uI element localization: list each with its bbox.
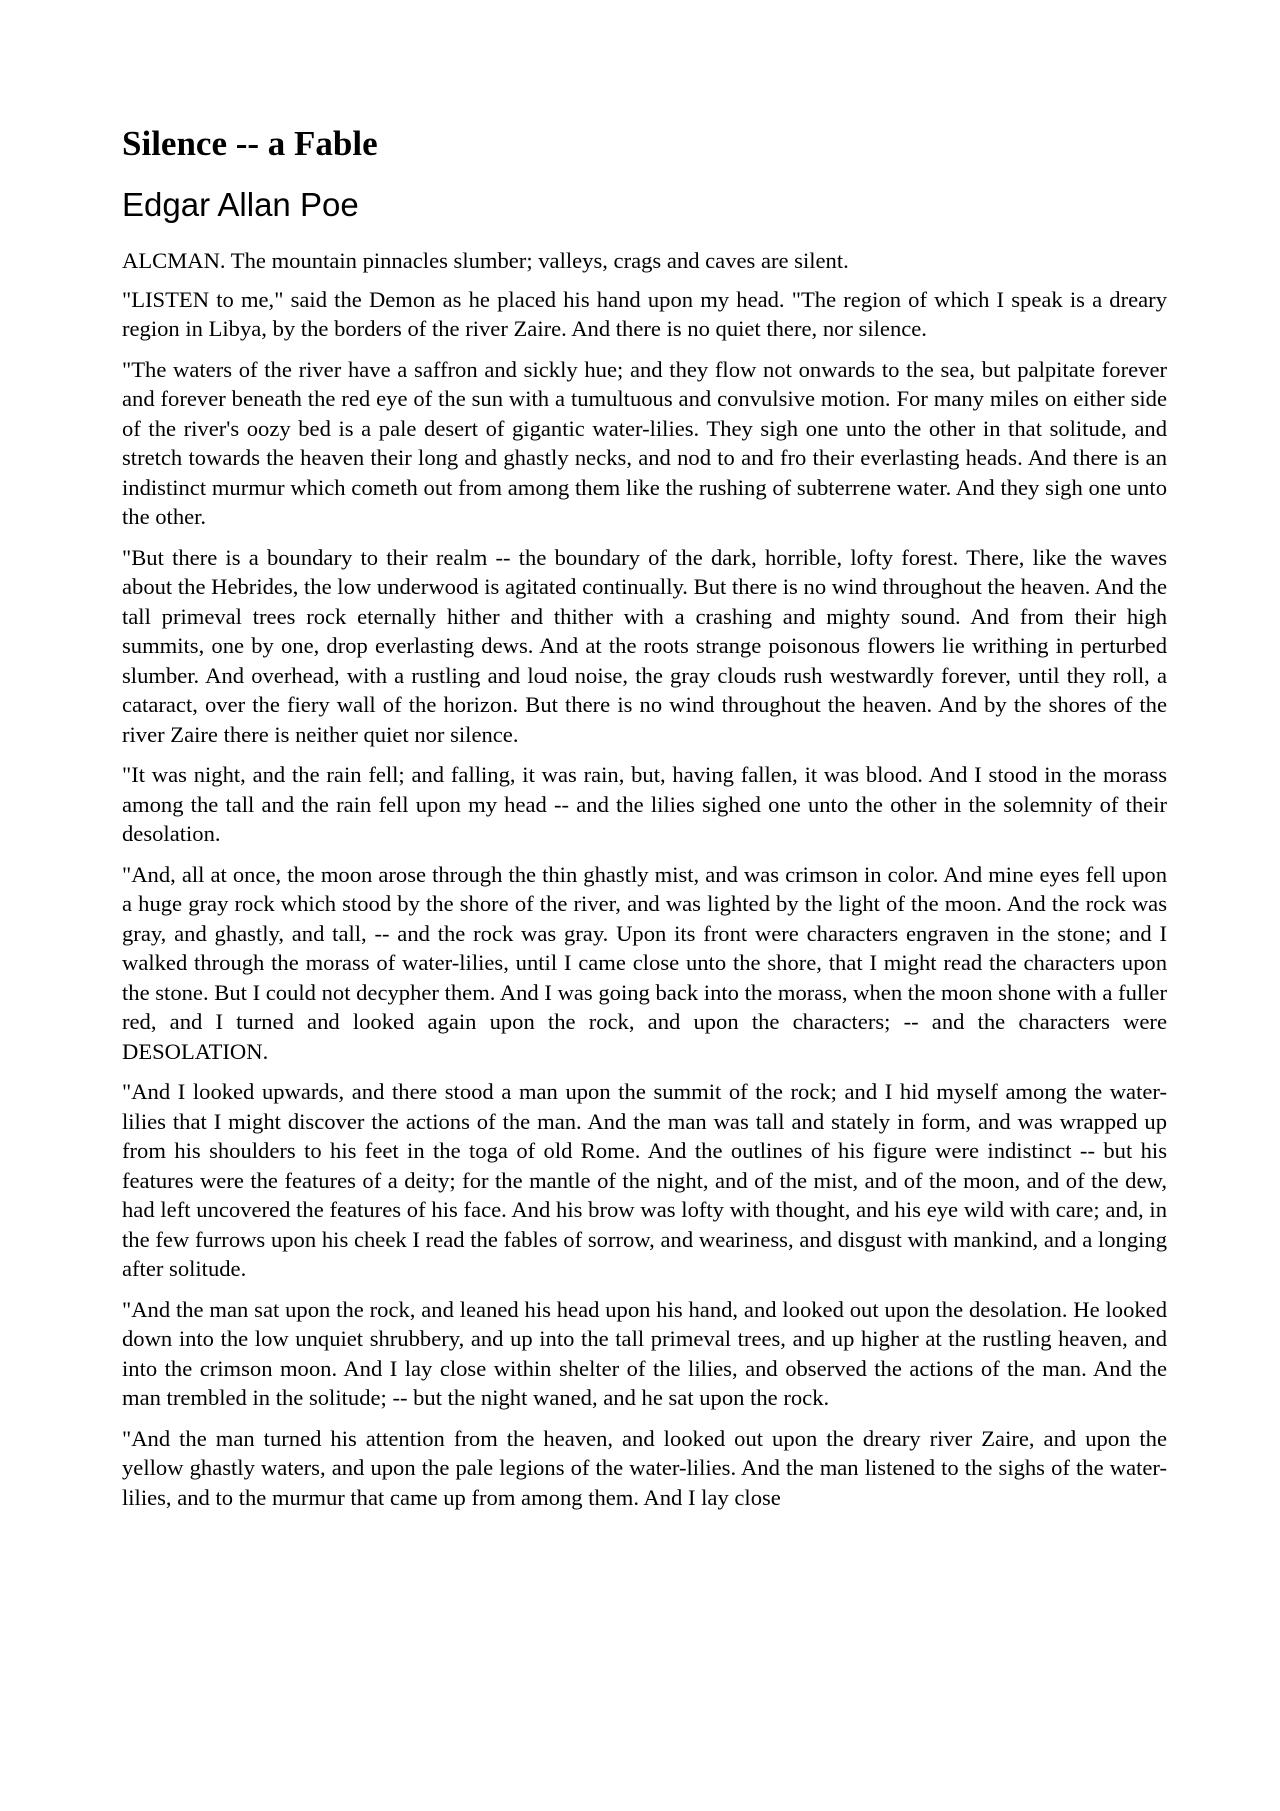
paragraph-3: "But there is a boundary to their realm -- the boundary of the dark, horrible, lofty forest. There, like the waves about the Hebrides, the low underwood is agitated continually. But there is no wind throughout the heaven. And the tall primeval trees rock eternally hither and thither with a crashing and mighty sound. And from their high summits, one by one, drop everlasting dews. And at the roots strange poisonous flowers lie writhing in perturbed slumber. And overhead, with a rustling and loud noise, the gray clouds rush westwardly forever, until they roll, a cataract, over the fiery wall of the horizon. But there is no wind throughout the heaven. And by the shores of the river Zaire there is neither quiet nor silence. [122, 544, 1167, 747]
paragraph-6: "And I looked upwards, and there stood a man upon the summit of the rock; and I hid myself among the water-lilies that I might discover the actions of the man. And the man was tall and stately in form, and was wrapped up from his shoulders to his feet in the toga of old Rome. And the outlines of his figure were indistinct -- but his features were the features of a deity; for the mantle of the night, and of the mist, and of the moon, and of the dew, had left uncovered the features of his face. And his brow was lofty with thought, and his eye wild with care; and, in the few furrows upon his cheek I read the fables of sorrow, and weariness, and disgust with mankind, and a longing after solitude. [122, 1079, 1167, 1281]
document-page [122, 122, 1167, 1523]
epigraph: ALCMAN. The mountain pinnacles slumber; valleys, crags and caves are silent. [122, 248, 849, 273]
document-author: Edgar Allan Poe [122, 186, 359, 223]
paragraph-7: "And the man sat upon the rock, and leaned his head upon his hand, and looked out upon the desolation. He looked down into the low unquiet shrubbery, and up into the tall primeval trees, and up higher at the rustling heaven, and into the crimson moon. And I lay close within shelter of the lilies, and observed the actions of the man. And the man trembled in the solitude; -- but the night waned, and he sat upon the rock. [122, 1296, 1167, 1410]
paragraph-5: "And, all at once, the moon arose through the thin ghastly mist, and was crimson in color. And mine eyes fell upon a huge gray rock which stood by the shore of the river, and was lighted by the light of the moon. And the rock was gray, and ghastly, and tall, -- and the rock was gray. Upon its front were characters engraven in the stone; and I walked through the morass of water-lilies, until I came close unto the shore, that I might read the characters upon the stone. But I could not decypher them. And I was going back into the morass, when the moon shone with a fuller red, and I turned and looked again upon the rock, and upon the characters; -- and the characters were DESOLATION. [122, 861, 1167, 1064]
paragraph-2: "The waters of the river have a saffron and sickly hue; and they flow not onwards to the sea, but palpitate forever and forever beneath the red eye of the sun with a tumultuous and convulsive motion. For many miles on either side of the river's oozy bed is a pale desert of gigantic water-lilies. They sigh one unto the other in that solitude, and stretch towards the heaven their long and ghastly necks, and nod to and fro their everlasting heads. And there is an indistinct murmur which cometh out from among them like the rushing of subterrene water. And they sigh one unto the other. [122, 356, 1167, 529]
paragraph-1: "LISTEN to me," said the Demon as he placed his hand upon my head. "The region of which I speak is a dreary region in Libya, by the borders of the river Zaire. And there is no quiet there, nor silence. [122, 286, 1167, 341]
paragraph-4: "It was night, and the rain fell; and falling, it was rain, but, having fallen, it was blood. And I stood in the morass among the tall and the rain fell upon my head -- and the lilies sighed one unto the other in the solemnity of their desolation. [122, 762, 1167, 846]
document-title: Silence -- a Fable [122, 124, 378, 163]
paragraph-8: "And the man turned his attention from the heaven, and looked out upon the dreary river Zaire, and upon the yellow ghastly waters, and upon the pale legions of the water-lilies. And the man listened to the sighs of the water-lilies, and to the murmur that came up from among them. And I lay close [122, 1425, 1167, 1510]
